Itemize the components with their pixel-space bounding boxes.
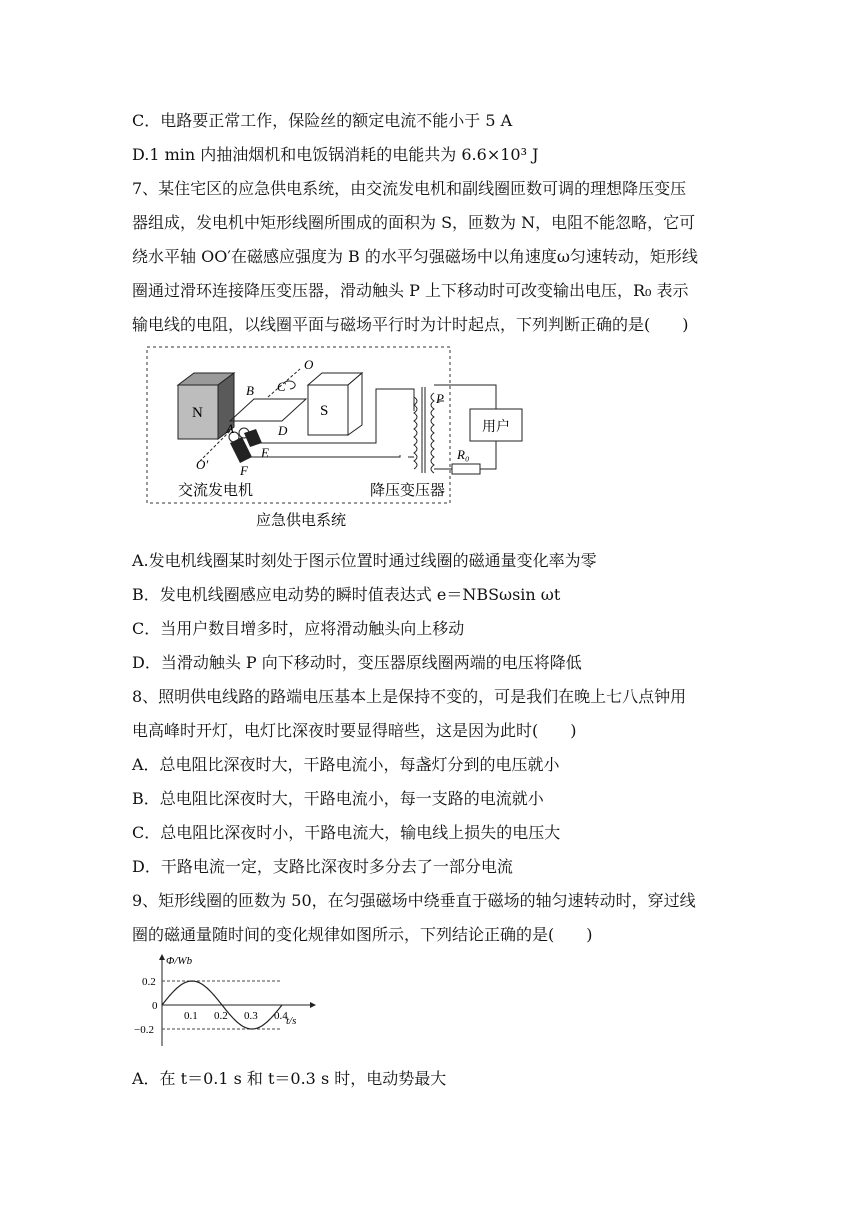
q9-line-1: 9、矩形线圈的匝数为 50，在匀强磁场中绕垂直于磁场的轴匀速转动时，穿过线	[132, 891, 696, 910]
x-tick-label: 0.3	[244, 1010, 258, 1022]
svg-text:D: D	[278, 423, 288, 438]
q8-line-1: 8、照明供电线路的路端电压基本上是保持不变的，可是我们在晚上七八点钟用	[132, 687, 687, 706]
q7-line-2: 器组成，发电机中矩形线圈所围成的面积为 S，匝数为 N，电阻不能忽略，它可	[132, 213, 696, 232]
transformer-caption: 降压变压器	[370, 483, 446, 499]
svg-text:B: B	[246, 383, 254, 398]
y-tick-label: 0.2	[142, 976, 156, 988]
svg-text:O′: O′	[196, 457, 209, 472]
svg-text:F: F	[240, 463, 248, 478]
svg-text:P: P	[436, 391, 444, 406]
flux-time-chart	[130, 952, 320, 1056]
svg-text:C: C	[277, 379, 286, 394]
generator-transformer-diagram	[130, 345, 510, 539]
svg-text:A: A	[226, 421, 234, 436]
resistor-label: R₀	[457, 447, 470, 462]
q7-line-4: 圈通过滑环连接降压变压器，滑动触头 P 上下移动时可改变输出电压，R₀ 表示	[132, 281, 689, 300]
system-caption: 应急供电系统	[256, 513, 347, 529]
x-tick-label: 0.4	[274, 1010, 288, 1022]
q8-line-2: 电高峰时开灯，电灯比深夜时要显得暗些，这是因为此时( )	[132, 721, 577, 740]
x-axis-label: t/s	[286, 1015, 297, 1027]
option-c-prev: C．电路要正常工作，保险丝的额定电流不能小于 5 A	[132, 111, 513, 130]
q9-option-a: A．在 t＝0.1 s 和 t＝0.3 s 时，电动势最大	[132, 1069, 447, 1088]
q8-option-c: C．总电阻比深夜时小，干路电流大，输电线上损失的电压大	[132, 823, 561, 842]
y-tick-label: −0.2	[134, 1024, 154, 1036]
x-tick-label: 0.1	[184, 1010, 198, 1022]
svg-text:O: O	[304, 357, 314, 372]
q7-line-5: 输电线的电阻，以线圈平面与磁场平行时为计时起点，下列判断正确的是( )	[132, 315, 689, 334]
q7-option-c: C．当用户数目增多时，应将滑动触头向上移动	[132, 619, 465, 638]
q8-option-d: D．干路电流一定，支路比深夜时多分去了一部分电流	[132, 857, 513, 876]
y-tick-label: 0	[152, 1000, 158, 1012]
q7-option-d: D．当滑动触头 P 向下移动时，变压器原线圈两端的电压将降低	[132, 653, 582, 672]
magnet-s-label: S	[320, 403, 329, 419]
q9-line-2: 圈的磁通量随时间的变化规律如图所示，下列结论正确的是( )	[132, 925, 593, 944]
q8-option-a: A．总电阻比深夜时大，干路电流小，每盏灯分到的电压就小	[132, 755, 560, 774]
option-d-prev: D.1 min 内抽油烟机和电饭锅消耗的电能共为 6.6×10³ J	[132, 145, 539, 164]
generator-caption: 交流发电机	[178, 483, 254, 499]
magnet-n-label: N	[192, 405, 203, 421]
q7-option-b: B．发电机线圈感应电动势的瞬时值表达式 e＝NBSωsin ωt	[132, 585, 561, 604]
magnet-s	[308, 373, 362, 435]
q8-option-b: B．总电阻比深夜时大，干路电流小，每一支路的电流就小	[132, 789, 544, 808]
q7-line-3: 绕水平轴 OO′在磁感应强度为 B 的水平匀强磁场中以角速度ω匀速转动，矩形线	[132, 247, 698, 266]
x-tick-label: 0.2	[214, 1010, 228, 1022]
svg-text:E: E	[261, 445, 269, 460]
user-box-label: 用户	[482, 420, 510, 435]
y-axis-label: Φ/Wb	[166, 955, 193, 967]
q7-option-a: A.发电机线圈某时刻处于图示位置时通过线圈的磁通量变化率为零	[132, 551, 597, 570]
q7-line-1: 7、某住宅区的应急供电系统，由交流发电机和副线圈匝数可调的理想降压变压	[132, 179, 687, 198]
